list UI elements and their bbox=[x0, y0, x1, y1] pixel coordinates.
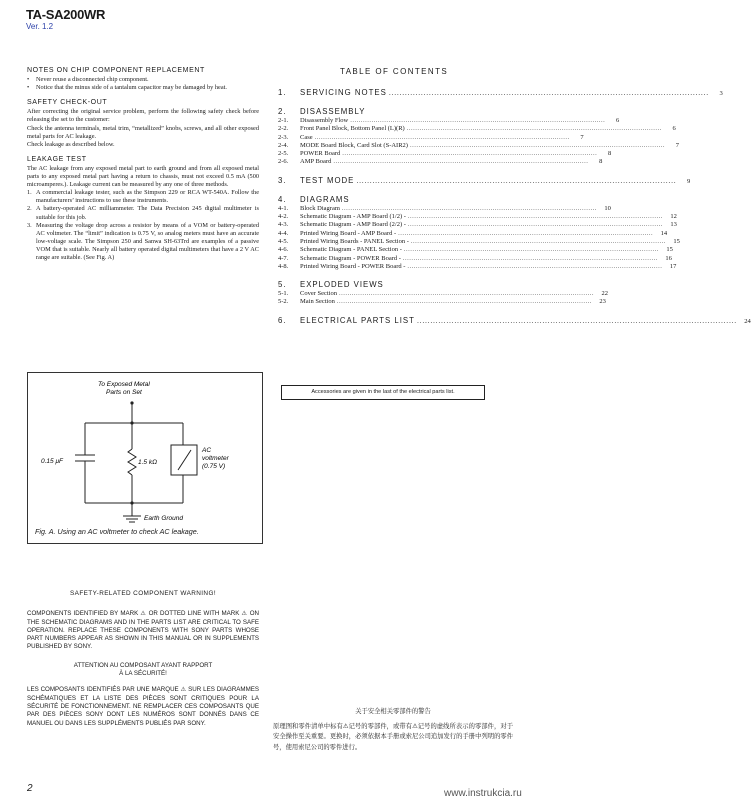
chinese-warning bbox=[273, 707, 513, 753]
figure-caption: Fig. A. Using an AC voltmeter to check AC leakage. bbox=[35, 527, 199, 536]
toc-section: 6. ELECTRICAL PARTS LIST ........................................................................................................................ 24 bbox=[278, 315, 751, 325]
safety-checkout-p2: Check the antenna terminals, metal trim, “metallized” knobs, screws, and all other exposed metal parts for AC leakage. bbox=[27, 124, 259, 140]
table-of-contents bbox=[278, 88, 751, 335]
toc-item: 2-5. POWER Board ........................................................................................................................ 8 bbox=[278, 150, 612, 158]
version-label: Ver. 1.2 bbox=[26, 22, 54, 31]
leakage-heading: LEAKAGE TEST bbox=[27, 155, 87, 163]
safety-warning bbox=[27, 590, 259, 728]
list-item: • Never reuse a disconnected chip component. bbox=[27, 76, 149, 84]
toc-section: 5. EXPLODED VIEWS bbox=[278, 280, 384, 290]
page-number: 2 bbox=[27, 783, 33, 794]
label-earth-ground: Earth Ground bbox=[144, 515, 184, 522]
toc-heading: TABLE OF CONTENTS bbox=[340, 67, 449, 76]
toc-item: 4-7. Schematic Diagram - POWER Board - ........................................................................................................................ 16 bbox=[278, 254, 672, 262]
toc-section: 1. SERVICING NOTES ........................................................................................................................ 3 bbox=[278, 88, 723, 97]
safety-warning-fr-heading-2: À LA SÉCURITÉ! bbox=[119, 670, 167, 678]
list-item: 2. A battery-operated AC milliammeter. The Data Precision 245 digital multimeter is suitable for this job. bbox=[27, 205, 259, 221]
list-item: 1. A commercial leakage tester, such as the Simpson 229 or RCA WT-540A. Follow the manufacturers’ instructions to use these instruments. bbox=[27, 189, 259, 205]
model-title: TA-SA200WR bbox=[26, 7, 106, 22]
list-item: 3. Measuring the voltage drop across a resistor by means of a VOM or battery-operated AC voltmeter. The “limit” indication is 0.75 V, so analog meters must have an accurate low-voltage scale. The Simpson 250 and Sanwa SH-63Trd are examples of a passive VOM that is suitable. Nearly all battery operated digital multimeters that have a 2 V AC range are suitable. (See Fig. A) bbox=[27, 221, 259, 261]
watermark: www.instrukcia.ru bbox=[444, 788, 522, 799]
toc-item: 4-8. Printed Wiring Board - POWER Board - ........................................................................................................................ 17 bbox=[278, 262, 677, 270]
toc-item: 2-3. Case ........................................................................................................................ 7 bbox=[278, 133, 584, 141]
safety-warning-heading: SAFETY-RELATED COMPONENT WARNING! bbox=[70, 590, 216, 597]
label-resistor: 1.5 kΩ bbox=[138, 459, 158, 466]
toc-item: 4-5. Printed Wiring Boards - PANEL Section - ........................................................................................................................ 15 bbox=[278, 237, 680, 245]
list-item: • Notice that the minus side of a tantalum capacitor may be damaged by heat. bbox=[27, 84, 227, 92]
left-column bbox=[27, 67, 259, 262]
leakage-p1: The AC leakage from any exposed metal part to earth ground and from all exposed metal parts to any exposed metal part having a return to chassis, must not exceed 0.5 mA (500 microamperes.). Leakage current can be measured by any one of three methods. bbox=[27, 164, 259, 189]
toc-item: 4-3. Schematic Diagram - AMP Board (2/2) - ........................................................................................................................ 13 bbox=[278, 221, 677, 229]
toc-item: 4-1. Block Diagram ........................................................................................................................ 10 bbox=[278, 204, 611, 212]
chinese-warning-heading: 关于安全相关零部件的警告 bbox=[355, 708, 431, 715]
label-parts-on-set: Parts on Set bbox=[106, 389, 142, 396]
figure-a bbox=[27, 372, 263, 544]
safety-warning-fr: LES COMPOSANTS IDENTIFIÉS PAR UNE MARQUE ⚠ SUR LES DIAGRAMMES SCHÉMATIQUES ET LA LISTE DES PIÈCES SONT CRITIQUES POUR LA SÉCURITÉ DE FONCTIONNEMENT. NE REMPLACER CES COMPOSANTS QUE PAR DES PIÈCES SONY DONT LES NUMÉROS SONT DONNÉS DANS CE MANUEL OU DANS LES SUPPLÉMENTS PUBLIÉS PAR SONY. bbox=[27, 686, 259, 727]
toc-item: 2-4. MODE Board Block, Card Slot (S-AIR2) ........................................................................................................................ 7 bbox=[278, 141, 679, 149]
toc-item: 2-6. AMP Board ........................................................................................................................ 8 bbox=[278, 158, 603, 166]
toc-item: 5-1. Cover Section ........................................................................................................................ 22 bbox=[278, 290, 609, 298]
label-meter-1: AC bbox=[202, 447, 212, 454]
chinese-warning-text: 原理图和零件清单中标有⚠记号的零部件，或带有⚠记号的虚线所表示的零部件，对于安全操作至关重要。更换时，必须依据本手册或索尼公司追加发行的手册中列明的零件号，使用索尼公司的零件进行。 bbox=[273, 722, 513, 751]
safety-checkout-heading: SAFETY CHECK-OUT bbox=[27, 99, 108, 107]
toc-section: 4. DIAGRAMS bbox=[278, 194, 350, 204]
safety-warning-fr-heading-1: ATTENTION AU COMPOSANT AYANT RAPPORT bbox=[73, 661, 213, 669]
label-exposed-metal: To Exposed Metal bbox=[98, 381, 150, 388]
label-capacitor: 0.15 μF bbox=[41, 458, 63, 465]
toc-item: 5-2. Main Section ........................................................................................................................ 23 bbox=[278, 298, 606, 306]
label-meter-3: (0.75 V) bbox=[202, 463, 226, 470]
leakage-circuit-diagram bbox=[28, 373, 262, 543]
toc-item: 4-6. Schematic Diagram - PANEL Section - ........................................................................................................................ 15 bbox=[278, 246, 673, 254]
accessories-note: Accessories are given in the last of the electrical parts list. bbox=[281, 385, 485, 400]
toc-item: 4-4. Printed Wiring Board - AMP Board - ........................................................................................................................ 14 bbox=[278, 229, 668, 237]
label-meter-2: voltmeter bbox=[202, 455, 229, 462]
toc-item: 2-2. Front Panel Block, Bottom Panel (L)(R) ........................................................................................................................ 6 bbox=[278, 125, 676, 133]
toc-section: 2. DISASSEMBLY bbox=[278, 107, 366, 116]
notes-chip-heading: NOTES ON CHIP COMPONENT REPLACEMENT bbox=[27, 67, 205, 74]
safety-checkout-p1: After correcting the original service problem, perform the following safety check before releasing the set to the customer: bbox=[27, 108, 259, 124]
safety-checkout-p3: Check leakage as described below. bbox=[27, 140, 115, 148]
safety-warning-en: COMPONENTS IDENTIFIED BY MARK ⚠ OR DOTTED LINE WITH MARK ⚠ ON THE SCHEMATIC DIAGRAMS AND IN THE PARTS LIST ARE CRITICAL TO SAFE OPERATION. REPLACE THESE COMPONENTS WITH SONY PARTS WHOSE PART NUMBERS APPEAR AS SHOWN IN THIS MANUAL OR IN SUPPLEMENTS PUBLISHED BY SONY. bbox=[27, 610, 259, 651]
toc-item: 4-2. Schematic Diagram - AMP Board (1/2) - ........................................................................................................................ 12 bbox=[278, 213, 677, 221]
toc-section: 3. TEST MODE ........................................................................................................................ 9 bbox=[278, 175, 691, 185]
toc-item: 2-1. Disassembly Flow ........................................................................................................................ 6 bbox=[278, 117, 620, 124]
